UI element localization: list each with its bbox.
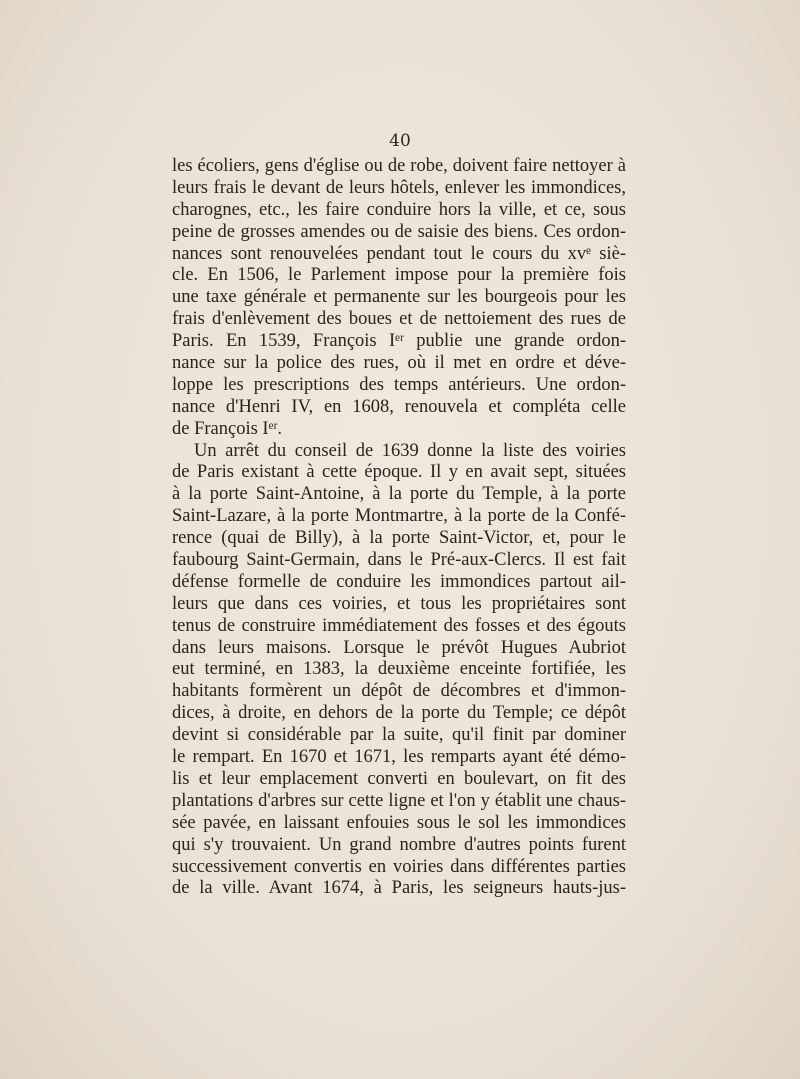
body-text xyxy=(172,156,626,900)
text-line: plantations d'arbres sur cette ligne et l'on y établit une chaus- xyxy=(172,790,626,811)
text-line: de François Iᵉʳ. xyxy=(172,418,282,439)
text-line: dices, à droite, en dehors de la porte du Temple; ce dépôt xyxy=(172,703,626,724)
text-line: eut terminé, en 1383, la deuxième enceinte fortifiée, les xyxy=(172,659,626,680)
text-line: successivement convertis en voiries dans différentes parties xyxy=(172,856,626,877)
text-line: charognes, etc., les faire conduire hors la ville, et ce, sous xyxy=(172,199,626,220)
text-line: Saint-Lazare, à la porte Montmartre, à la porte de la Confé- xyxy=(172,506,626,527)
text-line: rence (quai de Billy), à la porte Saint-Victor, et, pour le xyxy=(172,528,626,549)
text-line: leurs que dans ces voiries, et tous les propriétaires sont xyxy=(172,593,626,614)
text-line: qui s'y trouvaient. Un grand nombre d'autres points furent xyxy=(172,834,626,855)
text-line: habitants formèrent un dépôt de décombres et d'immon- xyxy=(172,681,626,702)
text-line: Un arrêt du conseil de 1639 donne la liste des voiries xyxy=(194,440,626,461)
text-line: Paris. En 1539, François Iᵉʳ publie une grande ordon- xyxy=(172,331,626,352)
text-line: peine de grosses amendes ou de saisie des biens. Ces ordon- xyxy=(172,221,626,242)
text-line: les écoliers, gens d'église ou de robe, doivent faire nettoyer à xyxy=(172,156,626,176)
text-line: leurs frais le devant de leurs hôtels, enlever les immondices, xyxy=(172,177,626,198)
text-line: frais d'enlèvement des boues et de nettoiement des rues de xyxy=(172,309,626,330)
text-line: lis et leur emplacement converti en boulevart, on fit des xyxy=(172,768,626,789)
text-line: loppe les prescriptions des temps antérieurs. Une ordon- xyxy=(172,374,626,395)
text-line: faubourg Saint-Germain, dans le Pré-aux-Clercs. Il est fait xyxy=(172,550,626,571)
page-number: 40 xyxy=(389,131,411,151)
text-line: dans leurs maisons. Lorsque le prévôt Hugues Aubriot xyxy=(172,637,626,658)
text-line: le rempart. En 1670 et 1671, les remparts ayant été démo- xyxy=(172,747,626,768)
text-line: nance d'Henri IV, en 1608, renouvela et compléta celle xyxy=(172,396,626,417)
text-line: nance sur la police des rues, où il met en ordre et déve- xyxy=(172,353,626,374)
text-line: de Paris existant à cette époque. Il y en avait sept, situées xyxy=(172,462,626,483)
text-line: une taxe générale et permanente sur les bourgeois pour les xyxy=(172,287,626,308)
text-line: cle. En 1506, le Parlement impose pour la première fois xyxy=(172,265,626,286)
text-line: nances sont renouvelées pendant tout le cours du xvᵉ siè- xyxy=(172,243,626,264)
text-line: à la porte Saint-Antoine, à la porte du Temple, à la porte xyxy=(172,484,626,505)
text-line: de la ville. Avant 1674, à Paris, les seigneurs hauts-jus- xyxy=(172,878,626,899)
text-line: devint si considérable par la suite, qu'il finit par dominer xyxy=(172,725,626,746)
text-line: défense formelle de conduire les immondices partout ail- xyxy=(172,571,626,592)
text-line: tenus de construire immédiatement des fosses et des égouts xyxy=(172,615,626,636)
text-line: sée pavée, en laissant enfouies sous le sol les immondices xyxy=(172,812,626,833)
